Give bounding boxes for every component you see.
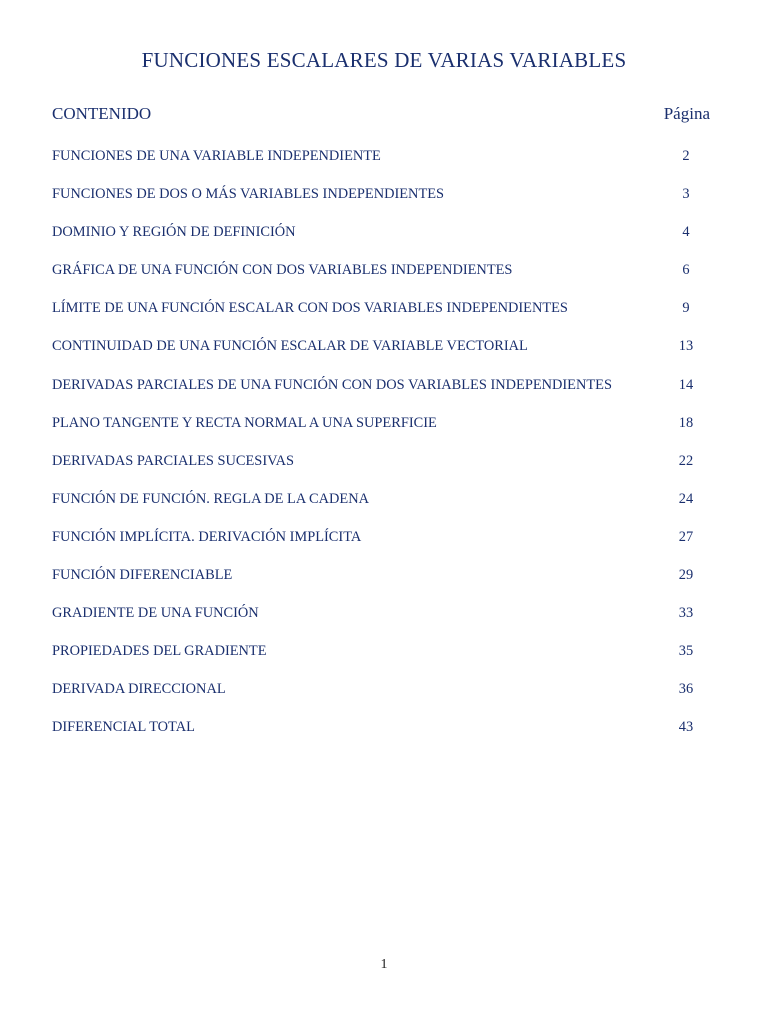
toc-entry-page: 3 xyxy=(682,186,690,203)
toc-entry-title: CONTINUIDAD DE UNA FUNCIÓN ESCALAR DE VARIABLE VECTORIAL xyxy=(52,338,528,355)
toc-entry-title: DERIVADAS PARCIALES SUCESIVAS xyxy=(52,452,295,469)
toc-entry-title: DERIVADAS PARCIALES DE UNA FUNCIÓN CON DOS VARIABLES INDEPENDIENTES xyxy=(52,376,612,393)
toc-entry[interactable] xyxy=(52,334,712,372)
toc-entry-title: GRÁFICA DE UNA FUNCIÓN CON DOS VARIABLES INDEPENDIENTES xyxy=(52,262,513,279)
toc-entry-title: DIFERENCIAL TOTAL xyxy=(52,719,195,736)
toc-entry-page: 4 xyxy=(682,224,690,241)
toc-entry-page: 13 xyxy=(678,338,694,355)
toc-entry[interactable] xyxy=(52,449,712,487)
toc-entry[interactable] xyxy=(52,677,712,715)
toc-entry[interactable] xyxy=(52,411,712,449)
toc-entry-title: FUNCIÓN DE FUNCIÓN. REGLA DE LA CADENA xyxy=(52,490,369,507)
toc-entry[interactable] xyxy=(52,601,712,639)
toc-entry[interactable] xyxy=(52,563,712,601)
toc-entry[interactable] xyxy=(52,258,712,296)
toc-entry[interactable] xyxy=(52,525,712,563)
toc-entry-page: 14 xyxy=(678,376,694,393)
toc-entry-page: 22 xyxy=(678,452,694,469)
toc-entry-title: FUNCIÓN DIFERENCIABLE xyxy=(52,567,233,584)
toc-entry-page: 43 xyxy=(678,719,694,736)
footer-page-number: 1 xyxy=(380,957,388,972)
toc-entry[interactable] xyxy=(52,182,712,220)
toc-entry-page: 9 xyxy=(682,300,690,317)
page-column-heading: Página xyxy=(663,104,710,123)
toc-entry-page: 24 xyxy=(678,490,694,507)
toc-entry-title: FUNCIONES DE DOS O MÁS VARIABLES INDEPENDIENTES xyxy=(52,186,445,203)
toc-entry-page: 18 xyxy=(678,414,694,431)
toc-entry-title: DOMINIO Y REGIÓN DE DEFINICIÓN xyxy=(52,224,296,241)
toc-entry-page: 35 xyxy=(678,643,694,660)
toc-entry-page: 29 xyxy=(678,567,694,584)
toc-entry[interactable] xyxy=(52,715,712,753)
toc-entry-title: PROPIEDADES DEL GRADIENTE xyxy=(52,643,267,660)
toc-entry-page: 36 xyxy=(678,681,694,698)
toc-entry-title: GRADIENTE DE UNA FUNCIÓN xyxy=(52,605,259,622)
toc-entry-page: 33 xyxy=(678,605,694,622)
toc-entry-title: FUNCIONES DE UNA VARIABLE INDEPENDIENTE xyxy=(52,148,381,164)
toc-entry-page: 6 xyxy=(682,262,690,279)
toc-entry[interactable] xyxy=(52,373,712,411)
toc-entry[interactable] xyxy=(52,487,712,525)
toc-entry-title: PLANO TANGENTE Y RECTA NORMAL A UNA SUPERFICIE xyxy=(52,414,437,431)
toc-header xyxy=(52,104,712,128)
contents-heading: CONTENIDO xyxy=(52,104,152,123)
table-of-contents xyxy=(52,144,712,754)
toc-entry-title: DERIVADA DIRECCIONAL xyxy=(52,681,226,698)
toc-entry[interactable] xyxy=(52,639,712,677)
toc-entry-page: 27 xyxy=(678,528,694,545)
document-title: FUNCIONES ESCALARES DE VARIAS VARIABLES xyxy=(141,48,627,72)
toc-entry[interactable] xyxy=(52,220,712,258)
toc-entry-title: LÍMITE DE UNA FUNCIÓN ESCALAR CON DOS VARIABLES INDEPENDIENTES xyxy=(52,300,568,317)
toc-entry[interactable] xyxy=(52,296,712,334)
toc-entry[interactable] xyxy=(52,144,712,182)
toc-entry-title: FUNCIÓN IMPLÍCITA. DERIVACIÓN IMPLÍCITA xyxy=(52,528,362,545)
toc-entry-page: 2 xyxy=(682,148,690,164)
